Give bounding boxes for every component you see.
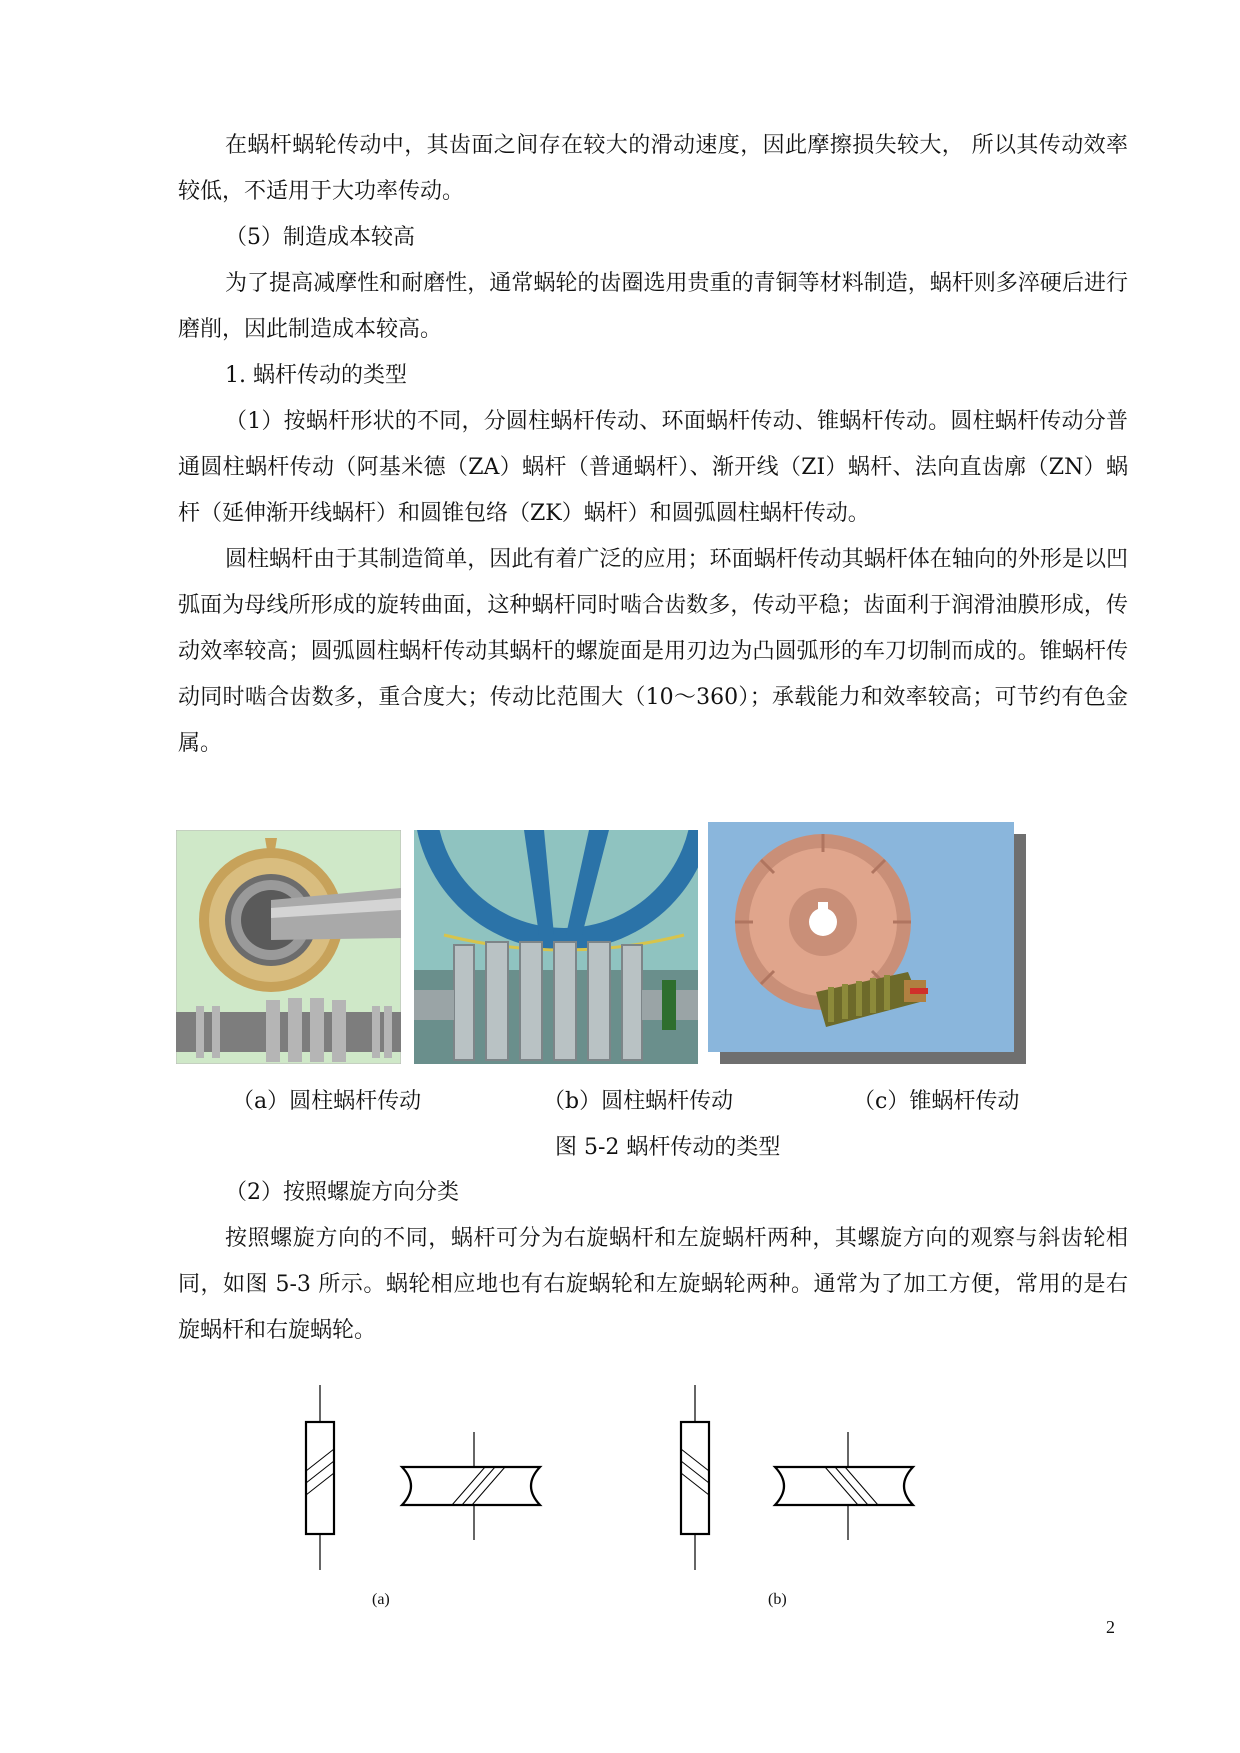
paragraph: 在蜗杆蜗轮传动中，其齿面之间存在较大的滑动速度，因此摩擦损失较大， 所以其传动效率较低，不适用于大功率传动。 xyxy=(178,133,1128,204)
cone-worm-photo-c xyxy=(708,822,1026,1064)
worm-wheel-right-hand-a xyxy=(402,1432,540,1540)
text-block-upper xyxy=(178,123,1128,767)
section-heading: 1. 蜗杆传动的类型 xyxy=(225,363,407,388)
figure-caption-a: （a）圆柱蜗杆传动 xyxy=(232,1089,422,1114)
paragraph: 按照螺旋方向的不同，蜗杆可分为右旋蜗杆和左旋蜗杆两种，其螺旋方向的观察与斜齿轮相同，如图 5-3 所示。蜗轮相应地也有右旋蜗轮和左旋蜗轮两种。通常为了加工方便，常用的是右旋蜗杆和右旋蜗轮。 xyxy=(178,1226,1128,1343)
diagram-label-a: (a) xyxy=(372,1591,390,1608)
cylindrical-worm-photo-a xyxy=(176,830,401,1064)
subheading: （5）制造成本较高 xyxy=(225,225,415,250)
cylindrical-worm-photo-b xyxy=(414,830,698,1064)
paragraph: 圆柱蜗杆由于其制造简单，因此有着广泛的应用；环面蜗杆传动其蜗杆体在轴向的外形是以凹弧面为母线所形成的旋转曲面，这种蜗杆同时啮合齿数多，传动平稳；齿面利于润滑油膜形成，传动效率较高；圆弧圆柱蜗杆传动其蜗杆的螺旋面是用刃边为凸圆弧形的车刀切制而成的。锥蜗杆传动同时啮合齿数多，重合度大；传动比范围大（10～360）；承载能力和效率较高；可节约有色金属。 xyxy=(178,547,1128,756)
diagram-label-b: (b) xyxy=(768,1591,787,1608)
text-block-lower xyxy=(178,1170,1128,1354)
worm-left-hand-b xyxy=(681,1385,709,1570)
paragraph: 为了提高减摩性和耐磨性，通常蜗轮的齿圈选用贵重的青铜等材料制造，蜗杆则多淬硬后进行磨削，因此制造成本较高。 xyxy=(178,271,1128,342)
subheading: （2）按照螺旋方向分类 xyxy=(225,1180,459,1205)
helix-direction-diagram xyxy=(290,1385,950,1585)
worm-wheel-left-hand-b xyxy=(775,1432,913,1540)
paragraph: （1）按蜗杆形状的不同，分圆柱蜗杆传动、环面蜗杆传动、锥蜗杆传动。圆柱蜗杆传动分普通圆柱蜗杆传动（阿基米德（ZA）蜗杆（普通蜗杆）、渐开线（ZI）蜗杆、法向直齿廓（ZN）蜗杆（延伸渐开线蜗杆）和圆锥包络（ZK）蜗杆）和圆弧圆柱蜗杆传动。 xyxy=(178,409,1128,526)
figure-title: 图 5-2 蜗杆传动的类型 xyxy=(555,1135,781,1160)
page-number: 2 xyxy=(1106,1617,1115,1637)
figure-caption-c: （c）锥蜗杆传动 xyxy=(853,1089,1020,1114)
worm-right-hand-a xyxy=(306,1385,334,1570)
figure-caption-b: （b）圆柱蜗杆传动 xyxy=(543,1089,734,1114)
